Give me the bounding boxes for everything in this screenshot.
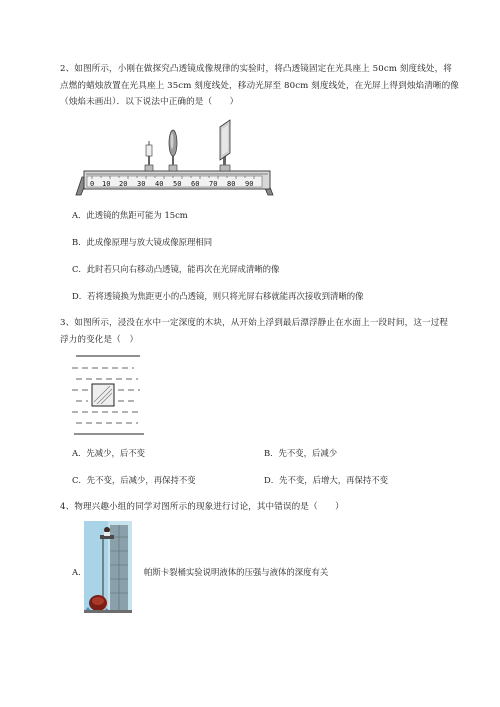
q3-line-1: 3、如图所示，浸没在水中一定深度的木块，从开始上浮到最后漂浮静止在水面上一段时间，这一过程 xyxy=(60,318,449,328)
ruler-label-90: 90 xyxy=(245,180,254,188)
q3-option-b: B．先不变，后减少 xyxy=(264,448,338,458)
q4-line-1: 4、物理兴趣小组的同学对图所示的现象进行讨论，其中错误的是（ ） xyxy=(60,502,344,512)
ruler-label-20: 20 xyxy=(119,180,128,188)
ruler-label-80: 80 xyxy=(227,180,236,188)
q4-option-a-letter: A. xyxy=(72,567,81,577)
q3-option-c: C．先不变，后减少，再保持不变 xyxy=(72,475,196,485)
ruler-label-30: 30 xyxy=(137,180,146,188)
q3-line-2: 浮力的变化是（ ） xyxy=(60,335,139,345)
convex-lens xyxy=(169,130,177,171)
ruler-label-10: 10 xyxy=(102,180,111,188)
ruler-label-50: 50 xyxy=(173,180,182,188)
q2-option-a: A．此透镜的焦距可能为 15cm xyxy=(72,210,188,220)
q2-line-1: 2、如图所示，小刚在做探究凸透镜成像规律的实验时，将凸透镜固定在光具座上 50cm 刻度线处，将 xyxy=(60,64,452,74)
wooden-block xyxy=(92,384,114,406)
q4-option-a-text: 帕斯卡裂桶实验说明液体的压强与液体的深度有关 xyxy=(144,567,329,577)
q2-line-3: （烛焰未画出）．以下说法中正确的是（ ） xyxy=(60,97,239,107)
candle xyxy=(145,141,153,171)
q2-option-d: D．若将透镜换为焦距更小的凸透镜，则只将光屏右移就能再次接收到清晰的像 xyxy=(72,291,364,301)
pascal-barrel-photo xyxy=(84,521,132,613)
ruler-label-0: 0 xyxy=(90,180,95,188)
q2-option-c: C．此时若只向右移动凸透镜，能再次在光屏成清晰的像 xyxy=(72,264,280,274)
q2-line-2: 点燃的蜡烛放置在光具座上 35cm 刻度线处，移动光屏至 80cm 刻度线处，在光屏上得到烛焰清晰的像 xyxy=(60,81,459,91)
optical-bench-figure xyxy=(72,115,282,199)
water-block-figure xyxy=(70,352,150,438)
ruler-label-60: 60 xyxy=(191,180,200,188)
q2-option-b: B．此成像原理与放大镜成像原理相同 xyxy=(72,237,213,247)
q3-option-d: D．先不变，后增大，再保持不变 xyxy=(264,475,388,485)
q3-option-a: A．先减少，后不变 xyxy=(72,448,146,458)
ruler-label-40: 40 xyxy=(155,180,164,188)
ruler-label-70: 70 xyxy=(209,180,218,188)
light-screen xyxy=(220,120,230,171)
